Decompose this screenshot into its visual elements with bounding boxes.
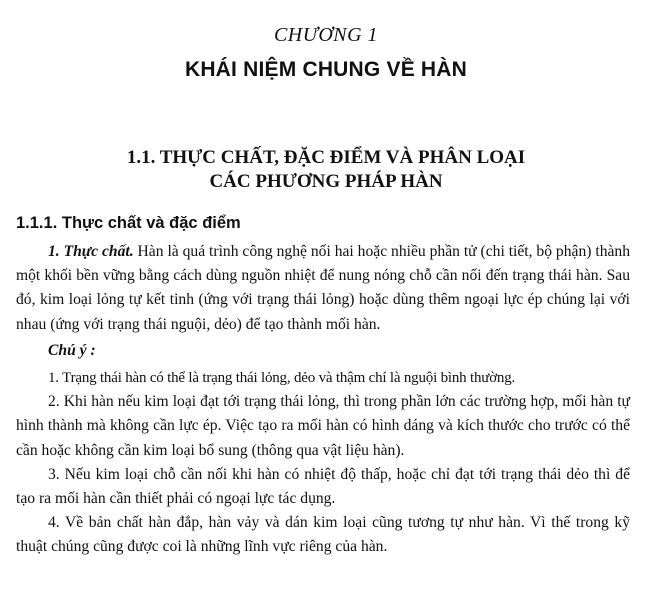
section-title-line-1: 1.1. THỰC CHẤT, ĐẶC ĐIỂM VÀ PHÂN LOẠI — [126, 147, 526, 168]
paragraph-text: Hàn là quá trình công nghệ nối hai hoặc nhiều phần tử (chi tiết, bộ phận) thành một khối bền vững bằng cách dùng nguồn nhiệt để nung nóng chỗ cần nối đến trạng thái hàn. Sau đó, kim loại lỏng tự kết tinh (ứng với trạng thái lỏng) hoặc dùng thêm ngoại lực ép chúng lại với nhau (ứng với trạng thái nguội, dẻo) để tạo thành mối hàn. — [16, 243, 630, 333]
note-label: Chú ý : — [48, 341, 96, 359]
paragraph-definition — [16, 240, 630, 337]
note-item-1: 1. Trạng thái hàn có thể là trạng thái lỏng, dẻo và thậm chí là nguội bình thường. — [48, 370, 516, 387]
body-text — [16, 240, 630, 560]
paragraph-lead: 1. Thực chất. — [48, 243, 134, 260]
chapter-title: KHÁI NIỆM CHUNG VỀ HÀN — [184, 58, 468, 81]
note-label-paragraph — [16, 339, 630, 363]
note-item-2: 2. Khi hàn nếu kim loại đạt tới trạng thái lỏng, thì trong phần lớn các trường hợp, mối hàn tự hình thành mà không cần lực ép. Việc tạo ra mối hàn có hình dáng và kích thước cho trước có thể cần hoặc không cần kim loại bổ sung (thông qua vật liệu hàn). — [16, 393, 630, 459]
section-title — [0, 146, 652, 194]
note-item-3: 3. Nếu kim loại chỗ cần nối khi hàn có nhiệt độ thấp, hoặc chỉ đạt tới trạng thái dẻo thì để tạo ra mối hàn cần thiết phải có ngoại lực tác dụng. — [16, 465, 630, 508]
subsection-title: 1.1.1. Thực chất và đặc điểm — [16, 214, 241, 232]
section-title-line-2: CÁC PHƯƠNG PHÁP HÀN — [209, 171, 443, 192]
note-item-4: 4. Về bản chất hàn đắp, hàn vảy và dán kim loại cũng tương tự như hàn. Vì thế trong kỹ thuật chúng cũng được coi là những lĩnh vực riêng của hàn. — [16, 514, 630, 556]
chapter-label: CHƯƠNG 1 — [273, 24, 379, 46]
